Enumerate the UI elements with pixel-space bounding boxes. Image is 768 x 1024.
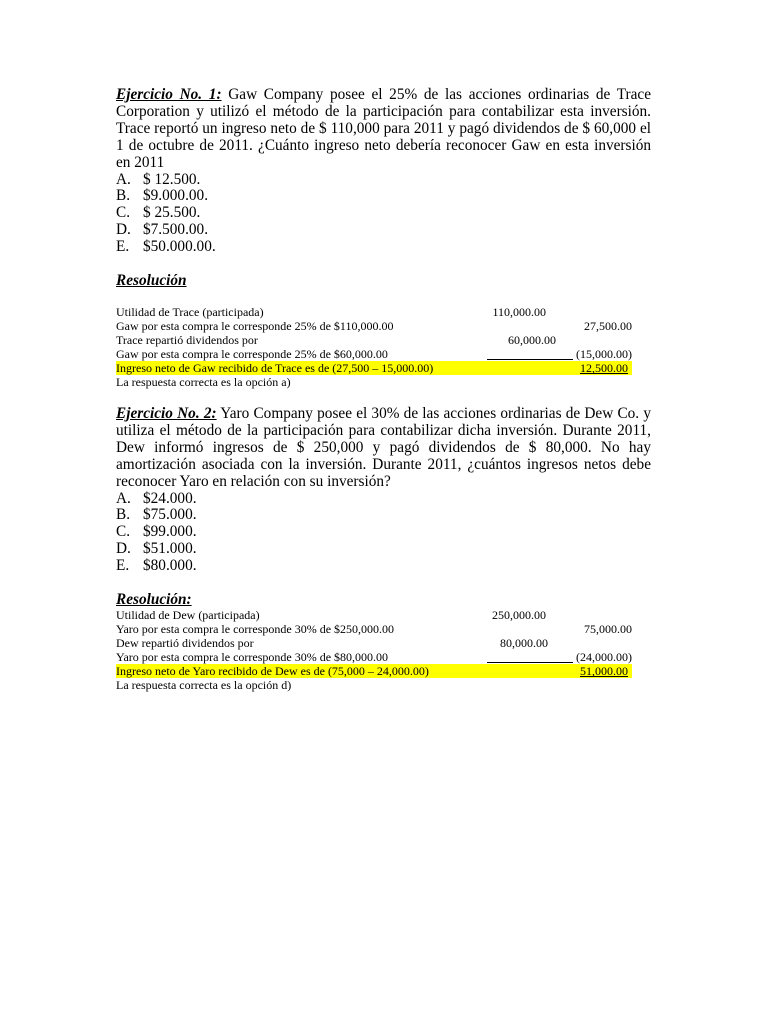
- calc-mid-value: 60,000.00: [508, 333, 556, 348]
- exercise-2-options: [116, 491, 651, 575]
- calc-row: [116, 333, 636, 347]
- calc-row-highlight: [116, 361, 632, 375]
- option-text: $51.000.: [143, 540, 197, 558]
- calc-right-value: 51,000.00: [580, 664, 628, 679]
- calc-label: Trace repartió dividendos por: [116, 333, 258, 348]
- calc-right-value: (15,000.00): [576, 347, 632, 362]
- option-text: $7.500.00.: [143, 221, 209, 239]
- resolution-1-title: Resolución: [116, 272, 187, 289]
- exercise-1-options: [116, 172, 651, 256]
- option-letter: E.: [116, 557, 130, 575]
- calc-right-value: 27,500.00: [584, 319, 632, 334]
- calc-row: [116, 622, 636, 636]
- resolution-2-table: [116, 608, 636, 693]
- calc-mid-value: 80,000.00: [500, 636, 548, 651]
- calc-row: [116, 375, 636, 389]
- exercise-2: [116, 406, 651, 575]
- calc-label: Gaw por esta compra le corresponde 25% de $60,000.00: [116, 347, 388, 362]
- calc-label: Ingreso neto de Yaro recibido de Dew es de (75,000 – 24,000.00): [116, 664, 429, 679]
- calc-row: [116, 319, 636, 333]
- option-text: $ 12.500.: [143, 170, 201, 188]
- calc-answer: La respuesta correcta es la opción d): [116, 678, 292, 693]
- calc-row: [116, 347, 636, 361]
- calc-label: Utilidad de Dew (participada): [116, 608, 260, 622]
- option-letter: E.: [116, 238, 130, 256]
- calc-label: Dew repartió dividendos por: [116, 636, 254, 651]
- calc-row-highlight: [116, 664, 632, 678]
- resolution-2-title: Resolución:: [116, 591, 192, 608]
- option-text: $ 25.500.: [143, 204, 201, 222]
- calc-row: [116, 678, 636, 692]
- underline-rule: [487, 650, 577, 664]
- calc-row: [116, 305, 636, 319]
- calc-mid-value: 250,000.00: [492, 608, 546, 622]
- exercise-1-statement: [116, 87, 651, 172]
- option-letter: C.: [116, 523, 131, 541]
- exercise-1-option-a: [116, 172, 651, 189]
- exercise-1-option-d: [116, 222, 651, 239]
- option-text: $80.000.: [143, 557, 197, 575]
- exercise-1: [116, 87, 651, 256]
- option-text: $99.000.: [143, 523, 197, 541]
- option-letter: B.: [116, 187, 131, 205]
- exercise-2-title: Ejercicio No. 2:: [116, 405, 217, 422]
- calc-label: Yaro por esta compra le corresponde 30% de $80,000.00: [116, 650, 389, 665]
- calc-mid-value: 110,000.00: [492, 305, 546, 319]
- calc-label: Gaw por esta compra le corresponde 25% de $110,000.00: [116, 319, 394, 334]
- calc-label: Ingreso neto de Gaw recibido de Trace es de (27,500 – 15,000.00): [116, 361, 434, 376]
- calc-right-value: (24,000.00): [576, 650, 632, 665]
- option-letter: B.: [116, 506, 131, 524]
- exercise-2-option-b: [116, 507, 651, 524]
- exercise-2-option-e: [116, 558, 651, 575]
- option-letter: A.: [116, 170, 131, 188]
- exercise-1-text: Gaw Company posee el 25% de las acciones ordinarias de Trace Corporation y utilizó el método de la participación para contabilizar esta inversión. Trace reportó un ingreso neto de $ 110,000 para 2011 y pagó dividendos de $ 60,000 el 1 de octubre de 2011. ¿Cuánto ingreso neto debería reconocer Gaw en esta inversión en 2011: [116, 86, 651, 171]
- exercise-2-option-d: [116, 541, 651, 558]
- calc-answer: La respuesta correcta es la opción a): [116, 375, 291, 390]
- calc-right-value: 12,500.00: [580, 361, 628, 376]
- calc-right-value: 75,000.00: [584, 622, 632, 637]
- exercise-1-option-c: [116, 205, 651, 222]
- option-letter: D.: [116, 221, 131, 239]
- exercise-2-option-c: [116, 524, 651, 541]
- exercise-2-statement: [116, 406, 651, 491]
- exercise-1-option-b: [116, 188, 651, 205]
- option-text: $75.000.: [143, 506, 197, 524]
- exercise-1-title: Ejercicio No. 1:: [116, 86, 222, 103]
- calc-label: Yaro por esta compra le corresponde 30% de $250,000.00: [116, 622, 395, 637]
- exercise-1-option-e: [116, 239, 651, 256]
- calc-label: Utilidad de Trace (participada): [116, 305, 264, 319]
- option-letter: A.: [116, 489, 131, 507]
- underline-rule: [487, 347, 577, 361]
- option-letter: C.: [116, 204, 131, 222]
- calc-row: [116, 636, 636, 650]
- option-text: $50.000.00.: [143, 238, 216, 256]
- option-text: $9.000.00.: [143, 187, 209, 205]
- option-text: $24.000.: [143, 489, 197, 507]
- calc-row: [116, 650, 636, 664]
- exercise-2-option-a: [116, 491, 651, 508]
- exercise-2-text: Yaro Company posee el 30% de las acciones ordinarias de Dew Co. y utiliza el método de la participación para contabilizar dicha inversión. Durante 2011, Dew informó ingresos de $ 250,000 y pagó dividendos de $ 80,000. No hay amortización asociada con la inversión. Durante 2011, ¿cuántos ingresos netos debe reconocer Yaro en relación con su inversión?: [116, 405, 651, 490]
- calc-row: [116, 608, 636, 622]
- resolution-1-table: [116, 305, 636, 390]
- option-letter: D.: [116, 540, 131, 558]
